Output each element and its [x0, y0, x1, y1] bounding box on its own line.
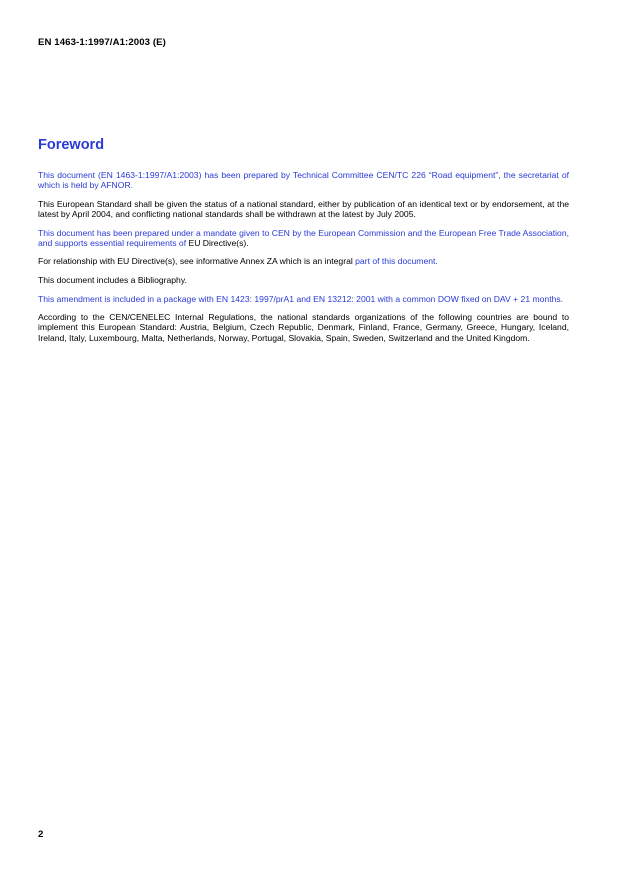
page-number: 2 — [38, 829, 44, 840]
paragraph-preparation: This document (EN 1463-1:1997/A1:2003) has been prepared by Technical Committee CEN/TC 226 “Road equipment”, the secretariat of which is held by AFNOR. — [38, 170, 569, 191]
foreword-content — [38, 170, 569, 351]
paragraph-relationship-tail: part of this document. — [355, 256, 438, 267]
paragraph-relationship — [38, 256, 569, 266]
paragraph-bibliography: This document includes a Bibliography. — [38, 274, 187, 285]
paragraph-amendment-package: This amendment is included in a package with EN 1423: 1997/prA1 and EN 13212: 2001 with a common DOW fixed on DAV + 21 months. — [38, 293, 564, 304]
paragraph-status: This European Standard shall be given the status of a national standard, either by publication of an identical text or by endorsement, at the latest by April 2004, and conflicting national standards shall be withdrawn at the latest by July 2005. — [38, 198, 569, 219]
document-header: EN 1463-1:1997/A1:2003 (E) — [38, 37, 166, 48]
paragraph-relationship-text: For relationship with EU Directive(s), see informative Annex ZA which is an integral — [38, 256, 356, 267]
paragraph-regulations: According to the CEN/CENELEC Internal Regulations, the national standards organizations of the following countries are bound to implement this European Standard: Austria, Belgium, Czech Republic, Denmark, Finland, France, Germany, Greece, Hungary, Iceland, Ireland, Italy, Luxembourg, Malta, Netherlands, Norway, Portugal, Slovakia, Spain, Sweden, Switzerland and the United Kingdom. — [38, 312, 569, 343]
paragraph-mandate-text: This document has been prepared under a mandate given to CEN by the European Commission and the European Free Trade Association, and supports essential requirements of — [38, 227, 569, 248]
paragraph-mandate — [38, 228, 569, 248]
section-title: Foreword — [38, 137, 105, 153]
paragraph-mandate-directive: EU Directive(s). — [188, 237, 249, 248]
